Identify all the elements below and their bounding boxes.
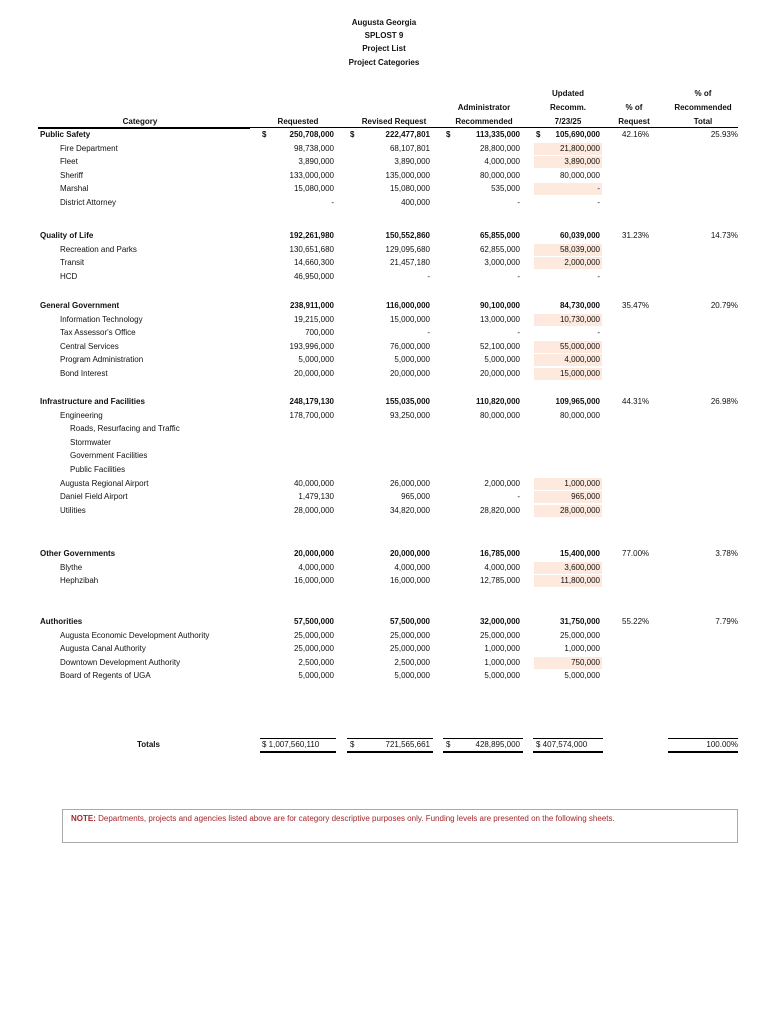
section-revised: 57,500,000 — [389, 617, 430, 626]
header-pct-total-2: Recommended — [674, 103, 732, 112]
currency-symbol: $ — [350, 130, 355, 139]
header-updated-3: 7/23/25 — [554, 117, 582, 126]
item-revised: 68,107,801 — [389, 144, 430, 153]
section-title: General Government — [40, 301, 120, 310]
item-requested: 28,000,000 — [293, 506, 334, 515]
item-label: Engineering — [60, 411, 103, 420]
item-requested: 20,000,000 — [293, 369, 334, 378]
item-admin: 5,000,000 — [484, 355, 520, 364]
header-pct-total-1: % of — [694, 89, 712, 98]
item-label: Daniel Field Airport — [60, 492, 128, 501]
item-revised: 26,000,000 — [389, 479, 430, 488]
section-admin: 110,820,000 — [475, 397, 520, 406]
item-admin: 12,785,000 — [479, 576, 520, 585]
item-updated: - — [597, 272, 600, 281]
item-admin: 1,000,000 — [484, 644, 520, 653]
item-label: Fire Department — [60, 144, 118, 153]
totals-rule-bottom — [668, 751, 738, 753]
item-updated: - — [597, 198, 600, 207]
item-revised: 2,500,000 — [394, 658, 430, 667]
item-updated: 3,600,000 — [564, 563, 600, 572]
item-requested: 700,000 — [305, 328, 334, 337]
item-admin: 28,800,000 — [479, 144, 520, 153]
section-pct-total: 26.98% — [710, 397, 738, 406]
item-label: Sheriff — [60, 171, 83, 180]
currency-symbol: $ — [536, 130, 541, 139]
section-pct-request: 44.31% — [622, 397, 650, 406]
section-pct-request: 77.00% — [622, 549, 650, 558]
item-revised: 15,000,000 — [389, 315, 430, 324]
section-admin: 32,000,000 — [479, 617, 520, 626]
item-updated: 15,000,000 — [559, 369, 600, 378]
totals-revised-currency: $ — [350, 740, 355, 749]
section-pct-request: 42.16% — [622, 130, 650, 139]
item-updated: 2,000,000 — [564, 258, 600, 267]
section-requested: 20,000,000 — [293, 549, 334, 558]
header-rule-left — [38, 127, 250, 129]
totals-updated: $ 407,574,000 — [536, 740, 588, 749]
item-admin: 13,000,000 — [479, 315, 520, 324]
item-revised: 4,000,000 — [394, 563, 430, 572]
item-updated: 80,000,000 — [559, 171, 600, 180]
item-requested: 178,700,000 — [289, 411, 334, 420]
totals-rule-top — [347, 738, 433, 739]
item-revised: 15,080,000 — [389, 184, 430, 193]
item-label: Program Administration — [60, 355, 144, 364]
section-pct-total: 3.78% — [715, 549, 738, 558]
section-pct-request: 31.23% — [622, 231, 650, 240]
item-requested: 133,000,000 — [289, 171, 334, 180]
section-requested: 57,500,000 — [293, 617, 334, 626]
item-updated: - — [597, 184, 600, 193]
item-revised: - — [427, 328, 430, 337]
totals-rule-top — [533, 738, 603, 739]
item-requested: 193,996,000 — [289, 342, 334, 351]
item-revised: 400,000 — [401, 198, 430, 207]
item-revised: 25,000,000 — [389, 631, 430, 640]
item-revised: 25,000,000 — [389, 644, 430, 653]
section-requested: 250,708,000 — [289, 130, 334, 139]
section-requested: 192,261,980 — [289, 231, 334, 240]
totals-revised: 721,565,661 — [385, 740, 430, 749]
totals-rule-top — [668, 738, 738, 739]
section-updated: 31,750,000 — [559, 617, 600, 626]
item-updated: 25,000,000 — [559, 631, 600, 640]
item-label: Bond Interest — [60, 369, 108, 378]
item-admin: - — [517, 492, 520, 501]
section-pct-request: 55.22% — [622, 617, 650, 626]
item-revised: 965,000 — [401, 492, 430, 501]
sub-item-label: Government Facilities — [70, 451, 148, 460]
note-box — [62, 809, 738, 843]
header-category: Category — [122, 117, 158, 126]
item-admin: - — [517, 198, 520, 207]
section-requested: 238,911,000 — [289, 301, 334, 310]
item-updated: 28,000,000 — [559, 506, 600, 515]
item-requested: 2,500,000 — [298, 658, 334, 667]
section-pct-total: 14.73% — [710, 231, 738, 240]
item-updated: 3,890,000 — [564, 157, 600, 166]
section-updated: 105,690,000 — [555, 130, 600, 139]
item-requested: 3,890,000 — [298, 157, 334, 166]
item-requested: 4,000,000 — [298, 563, 334, 572]
item-label: Central Services — [60, 342, 119, 351]
totals-pct-total: 100.00% — [706, 740, 738, 749]
item-admin: 5,000,000 — [484, 671, 520, 680]
section-pct-total: 25.93% — [710, 130, 738, 139]
section-revised: 222,477,801 — [385, 130, 430, 139]
totals-rule-bottom — [260, 751, 336, 753]
item-updated: - — [597, 328, 600, 337]
item-requested: 98,738,000 — [293, 144, 334, 153]
section-revised: 155,035,000 — [385, 397, 430, 406]
item-updated: 965,000 — [571, 492, 600, 501]
item-label: Tax Assessor's Office — [60, 328, 136, 337]
item-requested: 16,000,000 — [293, 576, 334, 585]
item-admin: 28,820,000 — [479, 506, 520, 515]
section-updated: 15,400,000 — [559, 549, 600, 558]
item-requested: - — [331, 198, 334, 207]
item-label: Downtown Development Authority — [60, 658, 181, 667]
item-revised: 129,095,680 — [385, 245, 430, 254]
item-label: Marshal — [60, 184, 89, 193]
item-label: Information Technology — [60, 315, 143, 324]
item-requested: 46,950,000 — [293, 272, 334, 281]
note-prefix: NOTE: — [71, 814, 96, 823]
section-revised: 150,552,860 — [385, 231, 430, 240]
item-label: Blythe — [60, 563, 83, 572]
section-updated: 109,965,000 — [555, 397, 600, 406]
section-admin: 16,785,000 — [479, 549, 520, 558]
item-label: HCD — [60, 272, 78, 281]
item-requested: 19,215,000 — [293, 315, 334, 324]
header-updated-1: Updated — [552, 89, 584, 98]
item-revised: 34,820,000 — [389, 506, 430, 515]
item-updated: 4,000,000 — [564, 355, 600, 364]
totals-admin-currency: $ — [446, 740, 451, 749]
section-title: Other Governments — [40, 549, 116, 558]
item-revised: - — [427, 272, 430, 281]
item-updated: 55,000,000 — [559, 342, 600, 351]
currency-symbol: $ — [262, 130, 267, 139]
section-revised: 116,000,000 — [385, 301, 430, 310]
section-title: Public Safety — [40, 130, 91, 139]
totals-rule-bottom — [443, 751, 523, 753]
item-requested: 5,000,000 — [298, 355, 334, 364]
item-requested: 25,000,000 — [293, 631, 334, 640]
section-title: Infrastructure and Facilities — [40, 397, 145, 406]
section-admin: 65,855,000 — [479, 231, 520, 240]
doc-title-line-1: Augusta Georgia — [351, 18, 417, 27]
item-admin: 4,000,000 — [484, 157, 520, 166]
section-requested: 248,179,130 — [289, 397, 334, 406]
item-updated: 11,800,000 — [560, 576, 600, 585]
header-admin-2: Recommended — [455, 117, 513, 126]
item-revised: 16,000,000 — [389, 576, 430, 585]
item-updated: 1,000,000 — [564, 479, 600, 488]
section-pct-request: 35.47% — [622, 301, 650, 310]
item-requested: 5,000,000 — [298, 671, 334, 680]
item-updated: 21,800,000 — [559, 144, 600, 153]
item-requested: 1,479,130 — [298, 492, 334, 501]
item-admin: - — [517, 328, 520, 337]
item-admin: 80,000,000 — [479, 411, 520, 420]
item-requested: 40,000,000 — [293, 479, 334, 488]
doc-title-line-4: Project Categories — [348, 58, 420, 67]
note-body: Departments, projects and agencies listed above are for category descriptive purposes only. Funding levels are presented on the following sheets. — [98, 814, 615, 823]
totals-label: Totals — [137, 740, 160, 749]
totals-rule-bottom — [533, 751, 603, 753]
header-pct-total-3: Total — [693, 117, 713, 126]
header-requested: Requested — [277, 117, 319, 126]
header-pct-request-2: Request — [618, 117, 650, 126]
item-label: Augusta Regional Airport — [60, 479, 149, 488]
item-updated: 80,000,000 — [559, 411, 600, 420]
section-admin: 90,100,000 — [479, 301, 520, 310]
totals-requested: $ 1,007,560,110 — [262, 740, 320, 749]
item-admin: 3,000,000 — [484, 258, 520, 267]
totals-rule-top — [443, 738, 523, 739]
item-revised: 93,250,000 — [389, 411, 430, 420]
item-requested: 15,080,000 — [293, 184, 334, 193]
item-revised: 20,000,000 — [389, 369, 430, 378]
sub-item-label: Roads, Resurfacing and Traffic — [70, 424, 180, 433]
item-label: Augusta Economic Development Authority — [60, 631, 210, 640]
section-revised: 20,000,000 — [389, 549, 430, 558]
section-pct-total: 7.79% — [715, 617, 738, 626]
item-revised: 21,457,180 — [389, 258, 430, 267]
section-admin: 113,335,000 — [475, 130, 520, 139]
item-label: Board of Regents of UGA — [60, 671, 151, 680]
header-pct-request-1: % of — [625, 103, 643, 112]
sub-item-label: Public Facilities — [70, 465, 126, 474]
item-admin: - — [517, 272, 520, 281]
doc-title-line-2: SPLOST 9 — [364, 31, 404, 40]
item-label: Transit — [60, 258, 85, 267]
item-admin: 62,855,000 — [479, 245, 520, 254]
item-updated: 58,039,000 — [559, 245, 600, 254]
item-label: Recreation and Parks — [60, 245, 137, 254]
section-updated: 60,039,000 — [559, 231, 600, 240]
doc-title-line-3: Project List — [362, 44, 406, 53]
item-admin: 1,000,000 — [484, 658, 520, 667]
item-admin: 25,000,000 — [479, 631, 520, 640]
sub-item-label: Stormwater — [70, 438, 111, 447]
header-updated-2: Recomm. — [549, 103, 586, 112]
item-updated: 750,000 — [571, 658, 600, 667]
section-pct-total: 20.79% — [710, 301, 738, 310]
item-updated: 1,000,000 — [564, 644, 600, 653]
note-text — [71, 814, 615, 823]
item-revised: 135,000,000 — [385, 171, 430, 180]
item-updated: 10,730,000 — [559, 315, 600, 324]
totals-rule-top — [260, 738, 336, 739]
item-admin: 52,100,000 — [479, 342, 520, 351]
item-label: Hephzibah — [60, 576, 99, 585]
item-label: Fleet — [60, 157, 78, 166]
item-label: Utilities — [60, 506, 86, 515]
currency-symbol: $ — [446, 130, 451, 139]
item-revised: 5,000,000 — [394, 671, 430, 680]
item-admin: 535,000 — [491, 184, 520, 193]
totals-rule-bottom — [347, 751, 433, 753]
item-admin: 80,000,000 — [479, 171, 520, 180]
item-updated: 5,000,000 — [564, 671, 600, 680]
item-label: Augusta Canal Authority — [60, 644, 146, 653]
item-requested: 25,000,000 — [293, 644, 334, 653]
header-revised: Revised Request — [361, 117, 427, 126]
section-title: Quality of Life — [40, 231, 94, 240]
item-revised: 5,000,000 — [394, 355, 430, 364]
item-admin: 20,000,000 — [479, 369, 520, 378]
item-requested: 130,651,680 — [289, 245, 334, 254]
item-revised: 3,890,000 — [394, 157, 430, 166]
item-requested: 14,660,300 — [293, 258, 334, 267]
section-updated: 84,730,000 — [559, 301, 600, 310]
header-admin-1: Administrator — [457, 103, 511, 112]
item-revised: 76,000,000 — [389, 342, 430, 351]
totals-admin: 428,895,000 — [475, 740, 520, 749]
item-label: District Attorney — [60, 198, 117, 207]
item-admin: 2,000,000 — [484, 479, 520, 488]
item-admin: 4,000,000 — [484, 563, 520, 572]
section-title: Authorities — [40, 617, 83, 626]
